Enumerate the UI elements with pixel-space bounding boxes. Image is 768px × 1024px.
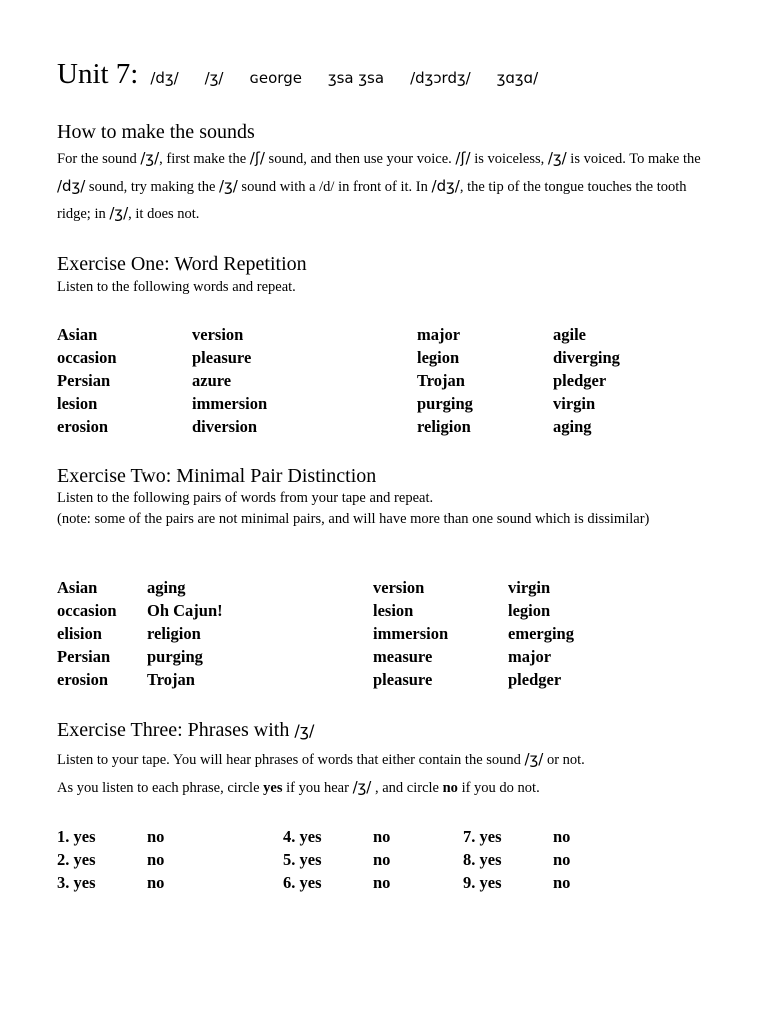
word-cell: Asian (57, 578, 98, 597)
ipa-george: ɢeorge (249, 69, 302, 87)
instruction-line-2 (57, 774, 717, 802)
text: sound, try making the (85, 178, 220, 195)
word-cell: pleasure (373, 670, 433, 689)
word-cell: virgin (553, 394, 596, 413)
ipa-dzh: /dʒ/ (150, 69, 179, 87)
word-cell: major (417, 325, 461, 344)
pair-row (57, 668, 618, 691)
word-row (57, 346, 663, 369)
word-cell: azure (192, 371, 232, 390)
word-cell: Trojan (147, 670, 195, 689)
word-cell: elision (57, 624, 102, 643)
exercise-three-table (57, 825, 613, 894)
word-cell: Persian (57, 647, 111, 666)
text: is voiceless, (470, 151, 548, 167)
unit-ipa-list (150, 69, 538, 87)
word-cell: pledger (553, 371, 607, 390)
unit-title-row (57, 58, 717, 94)
text: Listen to your tape. You will hear phrases of words that either contain the sound (57, 752, 525, 768)
word-cell: 8. yes (463, 850, 502, 869)
word-row (57, 392, 663, 415)
heading-text: Exercise Three: Phrases with (57, 719, 295, 741)
exercise-two-instruction: Listen to the following pairs of words from your tape and repeat. (57, 490, 434, 506)
word-cell: immersion (373, 624, 449, 643)
word-cell: virgin (508, 578, 551, 597)
word-cell: no (553, 827, 571, 846)
word-cell: lesion (57, 394, 98, 413)
word-cell: immersion (192, 394, 268, 413)
text: , the tip of the tongue touches the tooth ridge; in (57, 178, 687, 222)
word-cell: 3. yes (57, 873, 96, 892)
word-cell: religion (417, 417, 471, 436)
word-cell: pleasure (192, 348, 252, 367)
word-cell: purging (147, 647, 203, 666)
word-cell: purging (417, 394, 473, 413)
word-cell: no (553, 873, 571, 892)
text: if you do not. (457, 779, 540, 796)
word-cell: 5. yes (283, 850, 322, 869)
heading-ipa: /ʒ/ (294, 721, 315, 740)
word-row (57, 369, 663, 392)
word-cell: diverging (553, 348, 620, 367)
word-cell: Oh Cajun! (147, 601, 223, 620)
text: , and circle (371, 779, 443, 796)
word-cell: erosion (57, 417, 109, 436)
word-cell: no (373, 827, 391, 846)
pair-row (57, 622, 618, 645)
ipa: /dʒ/ (431, 176, 460, 195)
answer-row (57, 871, 613, 894)
exercise-two-table (57, 576, 618, 691)
word-cell: aging (147, 578, 186, 597)
exercise-two-instructions (57, 488, 712, 530)
exercise-three-instructions (57, 746, 717, 801)
text: sound, and then use your voice. (264, 151, 456, 167)
exercise-two-heading: Exercise Two: Minimal Pair Distinction (57, 465, 377, 487)
no-word: no (442, 779, 458, 796)
ipa: /ʒ/ (219, 176, 238, 195)
unit-title: Unit 7: (57, 58, 139, 90)
ipa-george-transcription: /dʒɔrdʒ/ (410, 69, 471, 87)
pair-row (57, 599, 618, 622)
word-cell: 6. yes (283, 873, 322, 892)
ipa: /dʒ/ (57, 176, 86, 195)
text: , first make the (159, 151, 250, 167)
ipa: /ʒ/ (352, 777, 372, 796)
text: As you listen to each phrase, circle (57, 779, 264, 796)
exercise-one-heading: Exercise One: Word Repetition (57, 253, 307, 275)
word-cell: occasion (57, 348, 117, 367)
word-cell: diversion (192, 417, 258, 436)
answer-row (57, 825, 613, 848)
word-cell: Asian (57, 325, 98, 344)
how-to-heading: How to make the sounds (57, 121, 255, 143)
word-cell: version (373, 578, 425, 597)
word-cell: legion (508, 601, 551, 620)
ipa: /ʒ/ (109, 204, 129, 222)
instruction-line-1 (57, 746, 717, 774)
word-cell: 7. yes (463, 827, 502, 846)
word-cell: 2. yes (57, 850, 96, 869)
word-cell: 9. yes (463, 873, 502, 892)
word-cell: Trojan (417, 371, 465, 390)
word-cell: lesion (373, 601, 414, 620)
text: , it does not. (128, 206, 200, 222)
word-cell: Persian (57, 371, 111, 390)
word-cell: no (147, 873, 165, 892)
word-cell: version (192, 325, 244, 344)
word-row (57, 415, 663, 438)
how-to-paragraph (57, 145, 707, 228)
word-cell: religion (147, 624, 201, 643)
exercise-one-table (57, 323, 663, 438)
word-cell: aging (553, 417, 592, 436)
text: if you hear (282, 779, 353, 796)
ipa: /ʒ/ (547, 149, 567, 167)
word-cell: no (147, 827, 165, 846)
exercise-three-heading (57, 718, 314, 743)
text: or not. (543, 752, 585, 768)
ipa: /ʃ/ (455, 149, 471, 167)
ipa: /ʒ/ (524, 750, 544, 768)
word-cell: emerging (508, 624, 574, 643)
ipa-gaga: ʒɑʒɑ/ (496, 69, 539, 87)
text: For the sound (57, 151, 141, 167)
ipa-zh: /ʒ/ (204, 69, 224, 87)
ipa-zsa-zsa: ʒsa ʒsa (327, 69, 385, 87)
word-cell: no (553, 850, 571, 869)
exercise-one-instruction: Listen to the following words and repeat. (57, 279, 296, 295)
ipa: /ʃ/ (249, 149, 265, 167)
word-cell: pledger (508, 670, 562, 689)
exercise-two-note: (note: some of the pairs are not minimal pairs, and will have more than one sound which is dissimilar) (57, 511, 650, 527)
text: sound with a /d/ in front of it. In (237, 178, 432, 195)
worksheet (57, 58, 717, 892)
word-cell: 4. yes (283, 827, 322, 846)
word-cell: no (147, 850, 165, 869)
yes-word: yes (263, 779, 283, 796)
word-cell: erosion (57, 670, 109, 689)
answer-row (57, 848, 613, 871)
word-cell: no (373, 873, 391, 892)
word-cell: measure (373, 647, 433, 666)
pair-row (57, 576, 618, 599)
text: is voiced. To make the (566, 151, 701, 167)
ipa: /ʒ/ (140, 149, 160, 167)
word-cell: legion (417, 348, 460, 367)
word-cell: 1. yes (57, 827, 96, 846)
word-cell: agile (553, 325, 586, 344)
pair-row (57, 645, 618, 668)
word-cell: occasion (57, 601, 117, 620)
word-cell: no (373, 850, 391, 869)
word-cell: major (508, 647, 552, 666)
word-row (57, 323, 663, 346)
